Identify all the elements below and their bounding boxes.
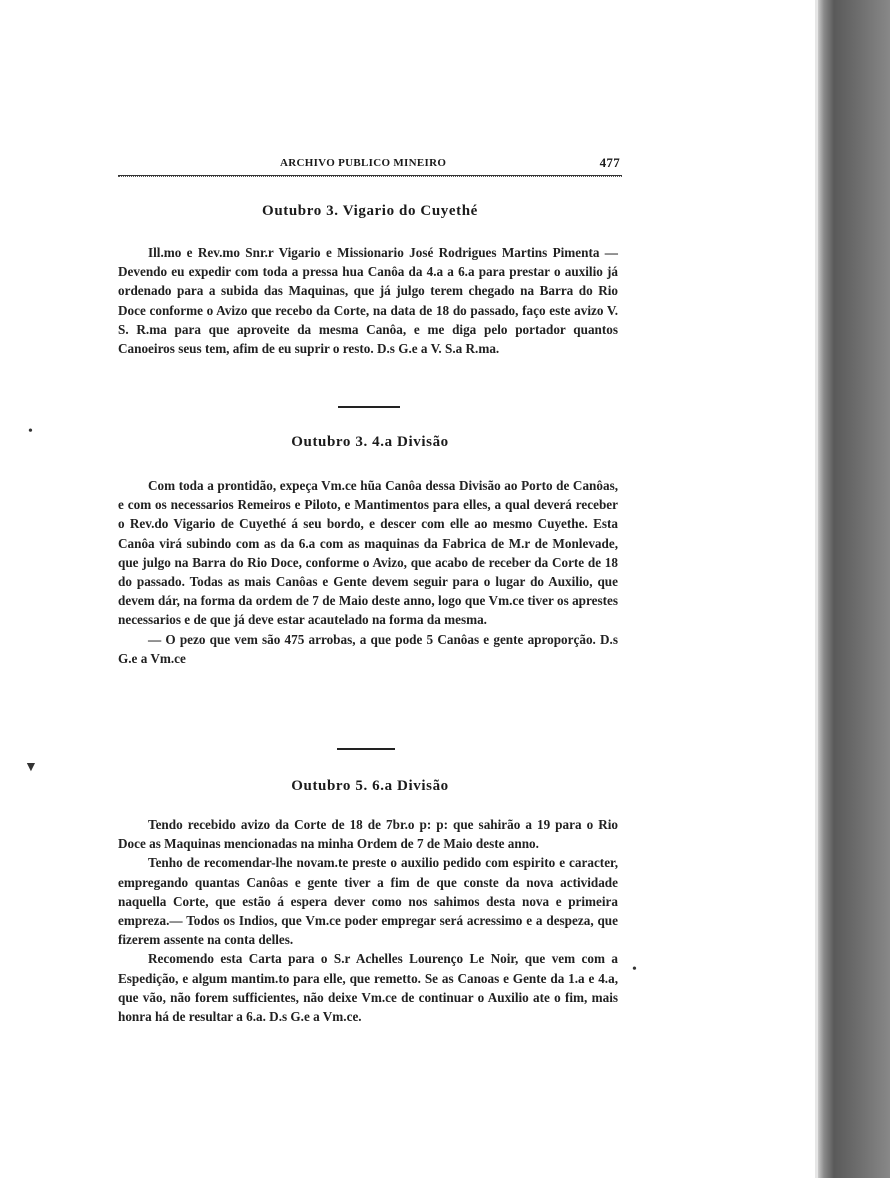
paragraph: Tendo recebido avizo da Corte de 18 de 7br.o p: p: que sahirão a 19 para o Rio Doce as Maquinas mencionadas na minha Ordem de 7 de Maio deste anno.: [118, 817, 618, 852]
header-rule: [118, 175, 622, 177]
paragraph: Recomendo esta Carta para o S.r Achelles Lourenço Le Noir, que vem com a Espedição, e algum mantim.to para elle, que remetto. Se as Canoas e Gente da 1.a e 4.a, que vão, não forem sufficientes, não deixe Vm.ce de continuar o Auxilio ate o fim, mais honra há de resultar a 6.a. D.s G.e a Vm.ce.: [118, 951, 618, 1025]
paragraph: Tenho de recomendar-lhe novam.te preste o auxilio pedido com espirito e caracter, empregando quantas Canôas e gente tiver a fim de que conste da nova actividade naquella Corte, que estão á espera dever como nos sahimos desta nova e primeira empreza.— Todos os Indios, que Vm.ce poder empregar será acressimo e a despeza, que fizerem assente na conta delles.: [118, 855, 618, 948]
scan-speck: ▼: [24, 760, 38, 775]
section-heading-1: Outubro 3. Vigario do Cuyethé: [262, 203, 478, 219]
paragraph: Ill.mo e Rev.mo Snr.r Vigario e Missionario José Rodrigues Martins Pimenta — Devendo eu expedir com toda a pressa hua Canôa da 4.a a 6.a para prestar o auxilio já ordenado para a subida das Maquinas, que já julgo terem chegado na Barra do Rio Doce conforme o Avizo que recebo da Corte, na data de 18 do passado, faço este avizo V. S. R.ma para que aproveite da mesma Canôa, e me diga pelo portador quantos Canoeiros seus tem, afim de eu suprir o resto. D.s G.e a V. S.a R.ma.: [118, 245, 618, 357]
scan-speck: •: [28, 424, 33, 439]
paragraph: — O pezo que vem são 475 arrobas, a que pode 5 Canôas e gente aproporção. D.s G.e a Vm.ce: [118, 631, 618, 666]
page-number: 477: [599, 155, 620, 170]
scan-page-edge: [818, 0, 890, 1178]
section-heading-2: Outubro 3. 4.a Divisão: [291, 434, 449, 450]
paragraph: Com toda a prontidão, expeça Vm.ce hũa Canôa dessa Divisão ao Porto de Canôas, e com os necessarios Remeiros e Piloto, e Mantimentos para elles, a qual deverá receber o Rev.do Vigario de Cuyethé á seu bordo, e descer com elle ao mesmo Cuyethe. Esta Canôa virá subindo com as da 6.a com as maquinas da Fabrica de M.r de Monlevade, que julgo na Barra do Rio Doce, conforme o Avizo, que acabo de receber da Corte de 18 do passado. Todas as mais Canôas e Gente devem seguir para o lugar do Auxilio, que devem dár, na forma da ordem de 7 de Maio deste anno, logo que Vm.ce tiver os aprestes necessarios e de que já deve estar acautelado na forma da mesma.: [118, 478, 618, 628]
section-body-3: [118, 815, 618, 1026]
section-divider: [337, 748, 395, 750]
section-body-2: [118, 476, 618, 668]
header-title: ARCHIVO PUBLICO MINEIRO: [280, 157, 447, 169]
scan-speck: •: [632, 962, 637, 977]
section-body-1: [118, 243, 618, 358]
running-header: [118, 157, 622, 177]
section-heading-3: Outubro 5. 6.a Divisão: [291, 778, 449, 794]
section-divider: [338, 406, 400, 408]
